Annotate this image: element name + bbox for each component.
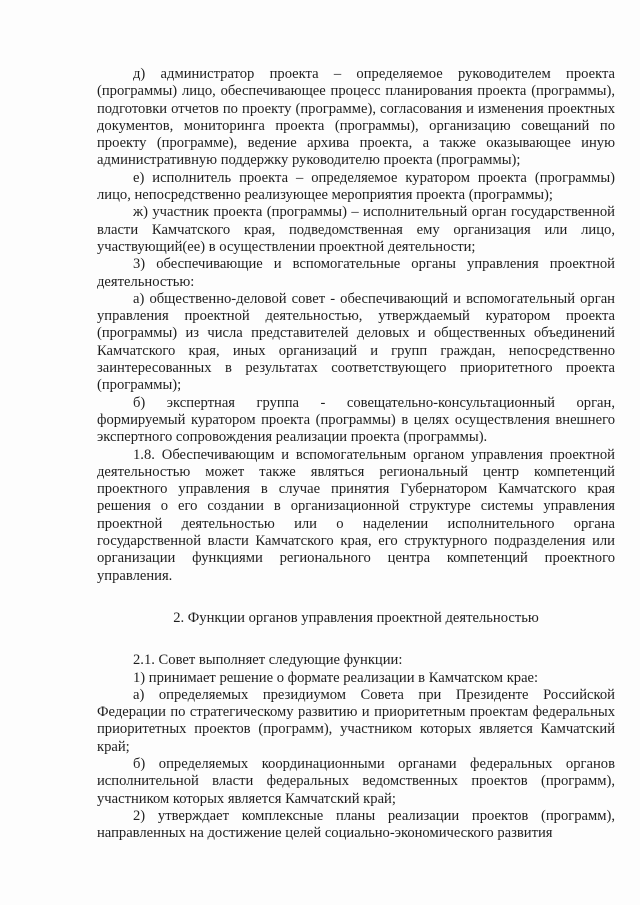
paragraph-2-1: 2.1. Совет выполняет следующие функции: [133, 652, 403, 669]
paragraph-participant: ж) участник проекта (программы) – исполнительный орган государственной власти Камчатского края, подведомственная ему организация или лицо, участвующий(ее) в осуществлении проектной деятельности; [97, 204, 615, 255]
section-heading: 2. Функции органов управления проектной деятельностью [173, 609, 539, 626]
spacer [97, 627, 615, 652]
paragraph-public-business-council: а) общественно-деловой совет - обеспечивающий и вспомогательный орган управления проектной деятельностью, утверждаемый куратором проекта (программы) из числа представителей деловых и общественных объединений Камчатского края, иных организаций и групп граждан, непосредственно заинтересованных в результатах соответствующего приоритетного проекта (программы); [97, 290, 615, 394]
paragraph-federal-departmental-projects: б) определяемых координационными органами федеральных органов исполнительной власти федеральных ведомственных проектов (программ), участником которых является Камчатский край; [97, 755, 615, 807]
paragraph-decision-format: 1) принимает решение о формате реализации в Камчатском крае: [133, 669, 539, 686]
paragraph-complex-plans: 2) утверждает комплексные планы реализации проектов (программ), направленных на достижение целей социально-экономического развития [97, 807, 615, 842]
paragraph-executor: е) исполнитель проекта – определяемое куратором проекта (программы) лицо, непосредственно реализующее мероприятия проекта (программы); [97, 169, 615, 204]
paragraph-1-8: 1.8. Обеспечивающим и вспомогательным органом управления проектной деятельностью может также являться региональный центр компетенций проектного управления в случае принятия Губернатором Камчатского края решения о его создании в организационной структуре системы управления проектной деятельностью или о наделении исполнительного органа государственной власти Камчатского края, его структурного подразделения или организации функциями регионального центра компетенций проектного управления. [97, 446, 615, 584]
paragraph-federal-priority-projects: а) определяемых президиумом Совета при Президенте Российской Федерации по стратегическому развитию и приоритетным проектам федеральных приоритетных проектов (программ), участником которых является Камчатский край; [97, 686, 615, 755]
document-body [97, 66, 615, 842]
paragraph-expert-group: б) экспертная группа - совещательно-консультационный орган, формируемый куратором проекта (программы) в целях осуществления внешнего экспертного сопровождения реализации проекта (программы). [97, 394, 615, 446]
spacer [97, 585, 615, 610]
paragraph-administrator: д) администратор проекта – определяемое руководителем проекта (программы) лицо, обеспечивающее процесс планирования проекта (программы), подготовки отчетов по проекту (программе), согласования и изменения проектных документов, мониторинга проекта (программы), организацию совещаний по проекту (программе), ведение архива проекта, а также оказывающее иную административную поддержку руководителю проекта (программы); [97, 66, 615, 169]
paragraph-supporting-bodies: 3) обеспечивающие и вспомогательные органы управления проектной деятельностью: [97, 256, 615, 290]
